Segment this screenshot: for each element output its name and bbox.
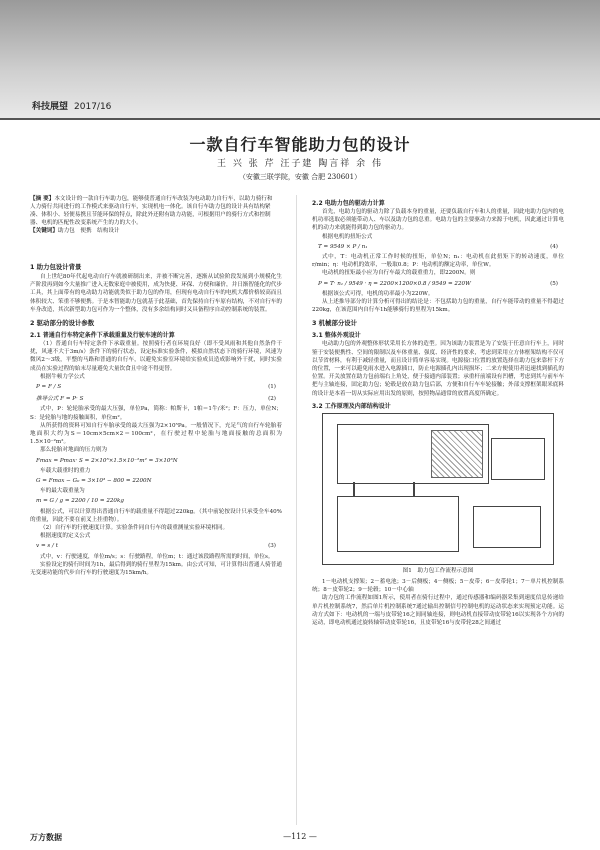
abstract-block (30, 195, 278, 235)
paragraph: 根据该公式可得，电机的功率最小为220W。 (322, 290, 434, 297)
paragraph: 式中，T：电动机正常工作时候的扭矩，单位N；n₁：电动机在此扭矩下的转动速度，单位r/min；η：电动机的效率，一般取0.8；P：电动机的额定功率，单位W。 (312, 254, 564, 269)
equation-1 (30, 381, 282, 393)
section-1-title: 1 助力包设计背景 (30, 263, 82, 271)
section-2-2-title: 2.2 电助力包的驱动力计算 (312, 200, 385, 207)
diagram-lower-box (473, 506, 541, 548)
keywords-label: 【关键词】 (30, 228, 58, 234)
paragraph: 式中，P：轮轮胎承受的最大压强，单位Pa，简称：帕斯卡，1帕＝1牛/米²；F：压力，单位N；S：是轮胎与地的接触面积，单位m²。 (30, 406, 282, 421)
equation-2 (30, 393, 282, 405)
paragraph: 那么轮胎对地面的压力则为 (40, 447, 108, 454)
equation-number: (5) (550, 280, 558, 287)
paragraph: 车载大载重时的重力 (40, 467, 91, 474)
paragraph: 根据电机的扭矩公式 (322, 233, 373, 240)
article-authors: 王 兴 张 芹 汪子建 陶言祥 余 伟 (216, 159, 384, 169)
equation-3 (30, 455, 282, 467)
abstract-text: 本文设计的一款自行车助力包，能够使普通自行车改装为电动助力自行车，以助力骑行和人力骑行共同进行的工作模式来驱动自行车，实现机电一体化。该自行车助力包的设计具有结构紧凑、体积小、轻便易携且节能环保的特点，除此外还附有助力功能，可根据用户的骑行方式和控制器、电机的匹配性改变系统产生的力的大小。 (30, 196, 273, 226)
keywords-text: 助力包 便携 结构设计 (57, 228, 120, 234)
equation-body: 推导公式 F = P· S (36, 396, 84, 403)
paragraph: （2）自行车的行驶速度计算。实验条件同自行车的载重测量实验环境相同。 (40, 525, 229, 532)
column-divider (296, 195, 297, 825)
paragraph: 首先，电助力包的驱动力除了负载本身的重量，还要负载自行车和人的重量，因此电助力包内的电机功率选取必须能带动人、车以及助力包的总重。电助力包的主要驱动力来源于电机，因此通过计算电机的动力来就能得到助力包的驱动力。 (312, 209, 564, 232)
equation-body: P = T· n₁ / 9549 · η = 2200×1200×0.8 / 9549 = 220W (318, 280, 471, 287)
journal-issue: 2017/16 (74, 102, 112, 112)
paragraph: 车的最大载重量为 (40, 488, 85, 495)
paragraph: 根据速度的定义公式 (40, 533, 91, 540)
equation-body: P = F / S (36, 384, 62, 391)
equation-number: (3) (268, 543, 276, 550)
paragraph: 从所获得的资料可知自行车胎承受的最大压强为2×10⁵Pa。一般情况下，充足气的自行车轮胎着地面积大约为S＝10cm×5cm×2＝100cm²，在行驶过程中轮胎与地面接触的总面积为1.5×10⁻²m²。 (30, 422, 282, 446)
paragraph: 根据牛顿力学公式 (40, 373, 85, 380)
equation-5 (30, 495, 282, 507)
paragraph: 式中，v：行驶速度，单位m/s；s：行驶路程，单位m；t：通过该段路程所需的时间，单位s。 (40, 553, 274, 560)
abstract-label: 【摘 要】 (30, 196, 55, 202)
section-3-1-title: 3.1 整体外观设计 (312, 332, 361, 340)
diagram-side-box (491, 438, 545, 480)
article-title: 一款自行车智能助力包的设计 (189, 135, 411, 154)
equation-7 (312, 241, 564, 253)
paragraph: 电动助力包的外观整体形状采用长方体的造型。因为该助力装置是为了安装于任意自行车上，同时鉴于安装便携性、空间的限制以及车体重量、强度、经济性的要求，考虑到采用立方体框架结构不仅可以节省材料，有利于减轻重量，而且设计简单容易实现。电源接口位置的放置选择在助力包来靠杆下方的位置，一来可以避免雨水进入电源插口，防止电源插孔内出现损坏；二来方便使用者迅速找到插孔的位置。开关放置在助力包前端右上角处，便于接通内部装置；承重杆前端设有凹槽，考虑到其与前车车把与主轴连接，固定助力包；轮毂是放在助力包后部，方便和自行车车轮接触；外部支撑框架眼米底料的设计是本着一切从实际应用出发的原则，按照物品通常的放置高度所确定。 (312, 341, 564, 397)
paragraph: 实验设定的骑行时间为1h，最后得到的骑行里程为15km。由公式可知，可计算得出普通人骑普通无变速功能的代步自行车的行驶速度为15km/h。 (30, 561, 282, 577)
equation-8 (312, 278, 564, 290)
section-3-2-title: 3.2 工作原理及内部结构设计 (312, 402, 391, 410)
page-number: —112 — (283, 832, 317, 841)
paragraph: （1）普通自行车特定条件下承载重量。按照骑行者在环境良好（即不受风雨和其他自然条件干扰，风速不大于3m/s）条件下的骑行状态，设定标准实验条件，模拟自然状态下的骑行环境，风速为微风2～3级，平整的马路和普通的自行车，以避免实验室环境给实验成员造成影响外干扰，同时实验成员在实验过程的始末尽量避免大量饮食且中途不得更替。 (30, 341, 282, 372)
equation-body: v = s / t (36, 543, 58, 550)
journal-name (32, 99, 111, 112)
equation-body: m = G / g = 2200 / 10 = 220kg (36, 498, 124, 505)
equation-body: G = Fmax − G₀ = 3×10³ − 800 = 2200N (36, 478, 152, 485)
right-column (312, 195, 564, 823)
left-column (30, 258, 282, 823)
paragraph: 助力包的工作流程如图1所示，使用者在骑行过程中，通过传感器和编码器采集到速度信息传递给单片机控制系统7，然后单片机控制系统7通过输出控制信号控制电机的运动状态来实现预定功能。运动方式如下：电动机的一端与皮带轮16之间同轴连接，则电动机直接带动皮带轮16以实现各个方向的运动，即电动机通过旋转轴带动皮带轮16，且皮带轮16与皮带轮28之间通过 (312, 595, 564, 627)
section-2-title: 2 驱动部分的设计参数 (30, 319, 95, 328)
diagram-motor-block (431, 430, 483, 478)
equation-body: T = 9549 × P / n₁ (318, 243, 368, 250)
section-3-title: 3 机械部分设计 (312, 319, 358, 328)
article-affiliation: （安徽三联学院，安徽 合肥 230601） (238, 173, 362, 181)
figure-1-caption: 图1 助力包工作流程示意图 (402, 567, 474, 574)
equation-number: (4) (550, 243, 558, 250)
equation-4 (30, 475, 282, 487)
paragraph: 电动机的扭矩最小应为自行车最大的载重重力，即2200N。则 (322, 270, 476, 277)
diagram-lower-frame (337, 496, 459, 552)
paragraph: 根据公式，可以计算得出普通自行车的载重量不得超过220kg。（其中前轮按设计只承受全车40%的重量，因此不要在前叉上挂重物）。 (30, 508, 282, 523)
equation-body: Fmax = Pmax· S = 2×10⁵×1.5×10⁻²m² = 3×10³N (36, 457, 178, 464)
equation-number: (1) (268, 384, 276, 391)
figure-legend: 1－电动机支撑架；2－蓄电池；3－后侧板；4－侧板；5－皮带；6－皮带轮1；7－单片机控制系统；8－皮带轮2；9－轮毂；10－中心轴 (312, 579, 564, 594)
diagram-rod (413, 482, 415, 496)
section-2-1-title: 2.1 普通自行车特定条件下承载重量及行驶车速的计算 (30, 332, 175, 340)
paragraph: 从上述推导部分的计算分析可得出的结论是：不包括助力包的重量，自行车能带动的重量不得超过220kg，在该范围内自行车1h能够骑行的里程为15km。 (312, 299, 564, 314)
journal-title: 科技展望 (32, 102, 69, 112)
footer-brand: 万方数据 (30, 833, 62, 842)
figure-1-diagram (322, 413, 554, 565)
equation-number: (2) (268, 396, 276, 403)
equation-6 (30, 540, 282, 552)
section-1-text: 自上世纪80年代起电动自行车就被研制出来，并被不断完善，逐渐从试验阶段发展到小规模化生产阶段再到如今大量推广进入无数家庭中被使用，成为快捷、环保、方便和廉价，并日渐智能化的代步工具，其上面带有的电动助力功能就类似于助力包的作用，但现有电动自行车的电机大都价格较高而且体积较大、笨重不够便携。于是本智能助力包就基于此基础，首先保持自行车原有结构，不对自行车的车身改造，其次新型助力包可作为一个整体，没有多余结构同时又具备程序自动控制系统的装置。 (30, 274, 282, 313)
header-rule (0, 118, 600, 120)
diagram-rod (353, 482, 355, 496)
